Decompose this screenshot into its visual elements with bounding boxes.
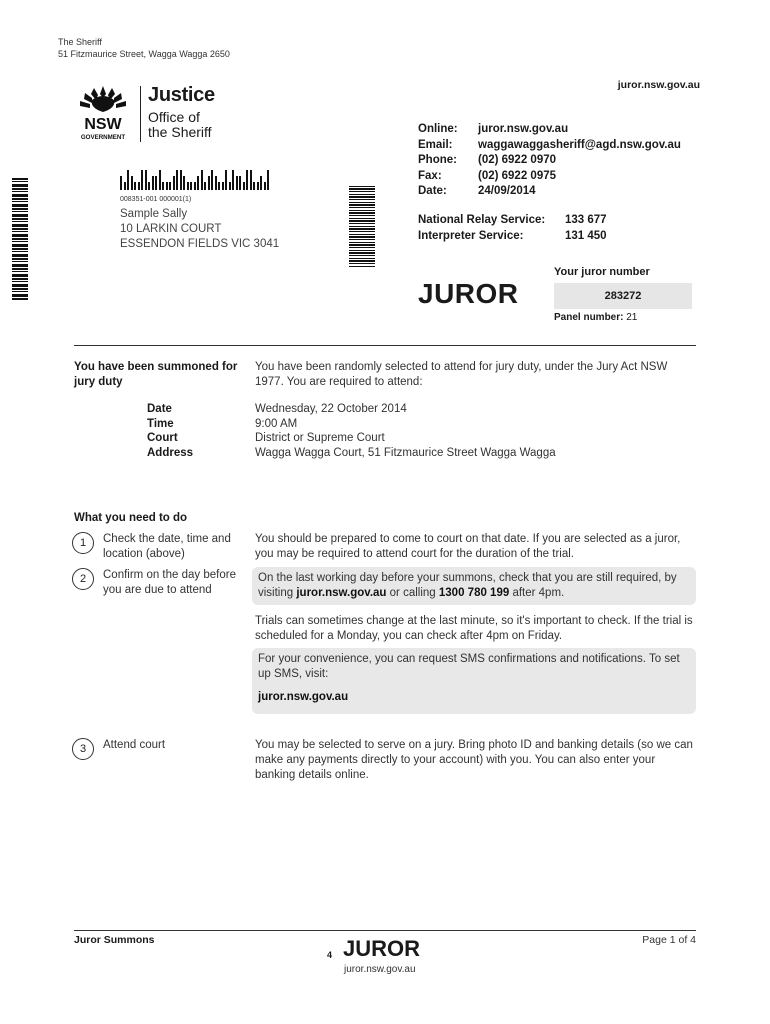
steps-title: What you need to do (74, 512, 188, 524)
sms-text: For your convenience, you can request SMS confirmations and notifications. To set up SMS, visit: (258, 653, 680, 680)
sender-street: 51 Fitzmaurice Street, Wagga Wagga 2650 (58, 49, 230, 59)
postal-barcode-bar (229, 182, 231, 190)
waratah-icon (72, 84, 134, 144)
postal-barcode-bar (194, 182, 196, 190)
recipient-name: Sample Sally (120, 208, 188, 220)
attend-time: 9:00 AM (255, 417, 298, 430)
postal-barcode-bar (250, 170, 252, 190)
sms-box (252, 648, 696, 714)
recipient-reference: 008351-001 000001(1) (120, 196, 192, 203)
document-barcode (349, 186, 375, 268)
attend-date: Wednesday, 22 October 2014 (255, 403, 407, 415)
step-3-body: You may be selected to serve on a jury. Bring photo ID and banking details (so we can make any payments directly to your account) with you. You can also enter your banking details online. (255, 739, 693, 781)
step-1-number: 1 (72, 532, 94, 554)
summons-text: You have been randomly selected to attend for jury duty, under the Jury Act NSW 1977. You are required to attend: (255, 361, 668, 388)
postal-barcode-bar (239, 176, 241, 190)
postal-barcode-bar (155, 176, 157, 190)
step-2-number: 2 (72, 568, 94, 590)
svg-text:GOVERNMENT: GOVERNMENT (80, 134, 126, 141)
postal-barcode-bar (215, 176, 217, 190)
confirm-phone: 1300 780 199 (438, 587, 510, 599)
postal-barcode-bar (208, 176, 210, 190)
postal-barcode-bar (124, 182, 126, 190)
letter-date: 24/09/2014 (478, 185, 536, 197)
contact-online[interactable]: juror.nsw.gov.au (478, 123, 569, 135)
attend-court: District or Supreme Court (255, 432, 385, 444)
service-numbers: National Relay Service: 133 677 Interpreter Service: 131 450 (418, 213, 607, 244)
juror-number-label: Your juror number (554, 266, 650, 278)
postal-barcode-bar (152, 176, 154, 190)
nsw-justice-logo (72, 84, 232, 146)
side-barcode (12, 178, 28, 300)
postal-barcode-bar (201, 170, 203, 190)
postal-barcode-bar (243, 182, 245, 190)
postal-barcode-bar (187, 182, 189, 190)
step-1-body: You should be prepared to come to court on that date. If you are selected as a juror, you may be required to attend court for the duration of the trial. (255, 533, 681, 560)
postal-barcode-bar (197, 176, 199, 190)
postal-barcode-bar (190, 182, 192, 190)
step-3-label: Attend court (103, 739, 166, 751)
step-3-number: 3 (72, 738, 94, 760)
footer-title: Juror Summons (74, 934, 155, 946)
postal-barcode-bar (127, 170, 129, 190)
contact-email[interactable]: waggawaggasheriff@agd.nsw.gov.au (478, 138, 681, 151)
recipient-suburb: ESSENDON FIELDS VIC 3041 (120, 238, 280, 250)
postal-barcode-bar (204, 182, 206, 190)
footer-juror: JUROR (343, 936, 421, 961)
postal-barcode-bar (176, 170, 178, 190)
logo-divider (140, 86, 141, 142)
footer-site-link[interactable]: juror.nsw.gov.au (344, 964, 416, 975)
postal-barcode-bar (138, 182, 140, 190)
relay-number: 133 677 (565, 214, 607, 226)
juror-number: 283272 (554, 283, 692, 309)
postal-barcode-bar (134, 182, 136, 190)
postal-barcode-bar (236, 176, 238, 190)
interpreter-number: 131 450 (565, 229, 607, 242)
sender-address (58, 36, 230, 60)
postal-barcode-bar (260, 176, 262, 190)
recipient-street: 10 LARKIN COURT (120, 223, 222, 235)
svg-text:NSW: NSW (84, 116, 122, 133)
postal-barcode-bar (222, 182, 224, 190)
step-2-body: Trials can sometimes change at the last minute, so it's important to check. If the trial is scheduled for a Monday, you can check after 4pm on Friday. (255, 615, 693, 642)
postal-barcode-bar (148, 182, 150, 190)
postal-barcode-bar (141, 170, 143, 190)
website-link-top[interactable]: juror.nsw.gov.au (617, 79, 700, 91)
confirm-site-link[interactable]: juror.nsw.gov.au (296, 587, 387, 599)
recipient-address (120, 207, 279, 252)
postal-barcode (120, 170, 271, 190)
contact-details: Online: juror.nsw.gov.au Email: waggawaggasheriff@agd.nsw.gov.au Phone: (02) 6922 0970 Fax: (02) 6922 0975 Date: 24/09/2014 (418, 122, 681, 200)
postal-barcode-bar (264, 182, 266, 190)
juror-heading: JUROR (418, 278, 519, 309)
postal-barcode-bar (211, 170, 213, 190)
logo-office: Office of the Sheriff (148, 109, 212, 140)
postal-barcode-bar (218, 182, 220, 190)
contact-phone: (02) 6922 0970 (478, 154, 557, 166)
postal-barcode-bar (225, 170, 227, 190)
postal-barcode-bar (131, 176, 133, 190)
sender-name: The Sheriff (58, 37, 102, 47)
postal-barcode-bar (166, 182, 168, 190)
summons-heading: You have been summoned for jury duty (74, 361, 238, 388)
postal-barcode-bar (232, 170, 234, 190)
postal-barcode-bar (159, 170, 161, 190)
contact-fax: (02) 6922 0975 (478, 169, 557, 182)
step-2-label: Confirm on the day before you are due to attend (103, 569, 236, 596)
step-2-confirm-box: On the last working day before your summons, check that you are still required, by visiting juror.nsw.gov.au or calling 1300 780 199 after 4pm. (252, 567, 696, 605)
logo-justice: Justice (148, 84, 215, 106)
postal-barcode-bar (120, 176, 122, 190)
postal-barcode-bar (162, 182, 164, 190)
postal-barcode-bar (169, 182, 171, 190)
postal-barcode-bar (145, 170, 147, 190)
postal-barcode-bar (253, 182, 255, 190)
postal-barcode-bar (180, 170, 182, 190)
divider-top (74, 345, 696, 346)
sms-site-link[interactable]: juror.nsw.gov.au (258, 691, 349, 703)
postal-barcode-bar (267, 170, 269, 190)
step-1-label: Check the date, time and location (above) (103, 533, 231, 560)
attendance-details: Date Wednesday, 22 October 2014 Time 9:00 AM Court District or Supreme Court Address Wagga Wagga Court, 51 Fitzmaurice Street Wagga Wagga (147, 403, 556, 459)
page-number: Page 1 of 4 (642, 934, 696, 946)
postal-barcode-bar (183, 176, 185, 190)
postal-barcode-bar (246, 170, 248, 190)
panel-number: Panel number: 21 (554, 312, 638, 323)
postal-barcode-bar (173, 176, 175, 190)
postal-barcode-bar (257, 182, 259, 190)
footer-mark: 4 (327, 950, 333, 960)
divider-bottom (74, 930, 696, 931)
attend-address: Wagga Wagga Court, 51 Fitzmaurice Street Wagga Wagga (255, 446, 556, 459)
